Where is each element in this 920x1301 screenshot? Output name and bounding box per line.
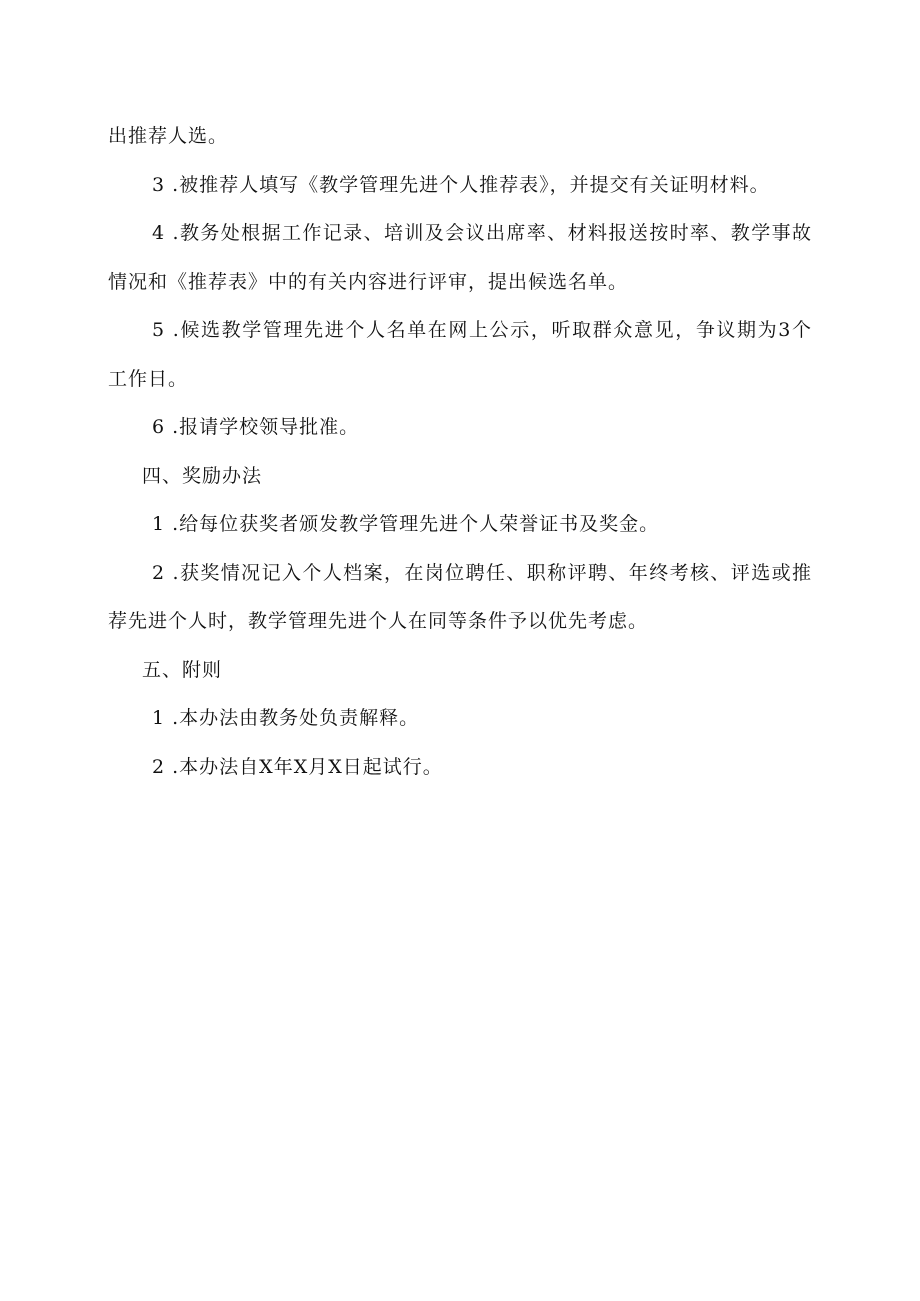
- section-heading-appendix: 五、附则: [142, 658, 223, 681]
- list-item-4: 4 .教务处根据工作记录、培训及会议出席率、材料报送按时率、教学事故情况和《推荐表》中的有关内容进行评审，提出候选名单。: [108, 222, 812, 293]
- list-item-appendix-2: 2 .本办法自X年X月X日起试行。: [152, 755, 443, 778]
- list-item-appendix-1: 1 .本办法由教务处负责解释。: [152, 707, 420, 729]
- list-item-5: 5 .候选教学管理先进个人名单在网上公示，听取群众意见，争议期为3个工作日。: [108, 319, 812, 390]
- list-item-reward-1: 1 .给每位获奖者颁发教学管理先进个人荣誉证书及奖金。: [152, 513, 660, 535]
- list-item-3: 3 .被推荐人填写《教学管理先进个人推荐表》，并提交有关证明材料。: [152, 173, 770, 196]
- list-item-6: 6 .报请学校领导批准。: [152, 416, 360, 438]
- list-item-reward-2: 2 .获奖情况记入个人档案，在岗位聘任、职称评聘、年终考核、评选或推荐先进个人时，教学管理先进个人在同等条件予以优先考虑。: [108, 561, 812, 632]
- document-body: [108, 112, 812, 791]
- section-heading-rewards: 四、奖励办法: [142, 464, 263, 487]
- continuation-paragraph: 出推荐人选。: [108, 125, 229, 147]
